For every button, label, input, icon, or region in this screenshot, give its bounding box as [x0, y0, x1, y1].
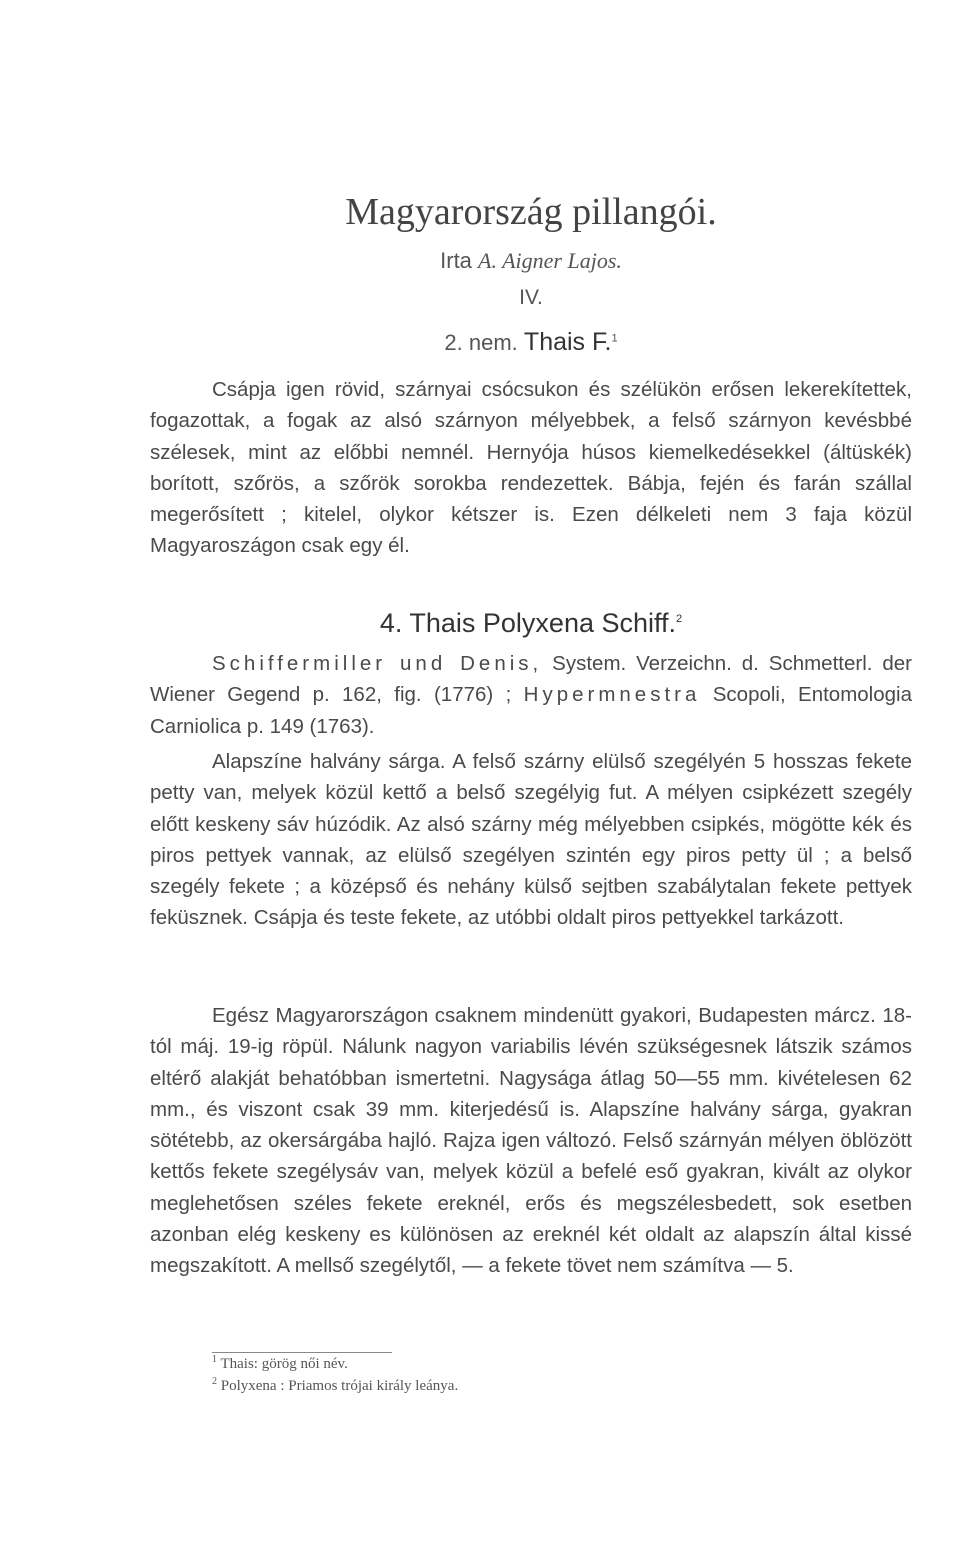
genus-name: Thais F.	[523, 328, 612, 356]
footnote-2-mark: 2	[212, 1376, 217, 1387]
genus-description	[150, 374, 912, 562]
byline-author: A. Aigner Lajos.	[478, 248, 622, 273]
distribution-variation	[150, 1000, 912, 1282]
footnote-2	[212, 1378, 458, 1395]
document-page	[150, 0, 912, 1567]
footnote-1-text: Thais: görög női név.	[220, 1356, 348, 1372]
species-heading	[150, 608, 912, 639]
synonymy-reference-2: Scopoli, Entomologia Carniolica p. 149 (1763).	[150, 683, 912, 738]
distribution-variation-text: Egész Magyarországon csaknem mindenütt gyakori, Budapesten márcz. 18-tól máj. 19-ig röpül. Nálunk nagyon variabilis lévén szükségesnek látszik számos eltérő alakját behatóbban ismertetni. Nagysága átlag 50—55 mm. kivételesen 62 mm., és viszont csak 39 mm. kiterjedésű is. Alapszíne halvány sárga, gyakran sötétebb, az okersárgába hajló. Rajza igen változó. Felső szárnyán mélyen öblözött kettős fekete szegélysáv van, melyek közül a befelé eső gyakran, kivált az olykor meglehetősen széles fekete ereknél, erős és megszélesbedett, sok esetben azonban elég keskeny es különösen az ereknél két oldalt az alapszín által kissé megszakított. A mellső szegélytől, — a fekete tövet nem számítva — 5.	[150, 1004, 912, 1278]
synonymy-reference-1: System. Verzeichn. d. Schmetterl. der Wiener Gegend p. 162, fig. (1776) ;	[150, 652, 913, 707]
synonymy	[150, 648, 912, 742]
genus-heading	[150, 328, 912, 357]
footnote-1-mark: 1	[212, 1354, 217, 1365]
species-footnote-ref: 2	[676, 613, 683, 625]
genus-prefix: 2. nem.	[444, 330, 518, 355]
byline-prefix: Irta	[440, 248, 472, 273]
species-description-text: Alapszíne halvány sárga. A felső szárny elülső szegélyén 5 hosszas fekete petty van, melyek közül kettő a belső szegélyig fut. A mélyen csipkézett szegély előtt keskeny sáv húzódik. Az alsó szárny még mélyebben csipkés, mögötte kék és piros pettyek vannak, az elülső szegélyen szintén egy piros petty ül ; a belső szegély fekete ; a középső és nehány külső sejtben szabálytalan fekete pettyek feküsznek. Csápja és teste fekete, az utóbbi oldalt piros pettyekkel tarkázott.	[150, 750, 912, 930]
byline	[150, 248, 912, 274]
part-number: IV.	[519, 286, 543, 309]
synonymy-author-1: Schiffermiller und Denis,	[212, 652, 543, 675]
species-description	[150, 746, 912, 934]
species-name: 4. Thais Polyxena Schiff.	[379, 608, 677, 638]
genus-description-text: Csápja igen rövid, szárnyai csócsukon és szélükön erősen lekerekítettek, fogazottak, a fogak az alsó szárnyon mélyebbek, a felső szárnyon kevésbbé szélesek, mint az előbbi nemnél. Hernyója húsos kiemelkedésekkel (áltüskék) borított, szőrös, a szőrök sorokba rendezettek. Bábja, fején és farán szállal megerősített ; kitelel, olykor kétszer is. Ezen délkeleti nem 3 faja közül Magyaroszágon csak egy él.	[150, 378, 912, 558]
footnote-divider	[212, 1352, 392, 1353]
synonymy-author-2: Hypermnestra	[523, 683, 701, 707]
genus-footnote-ref: 1	[611, 332, 618, 345]
footnote-1	[212, 1356, 348, 1373]
page-title: Magyarország pillangói.	[345, 191, 717, 233]
footnote-2-text: Polyxena : Priamos trójai király leánya.	[220, 1378, 459, 1394]
